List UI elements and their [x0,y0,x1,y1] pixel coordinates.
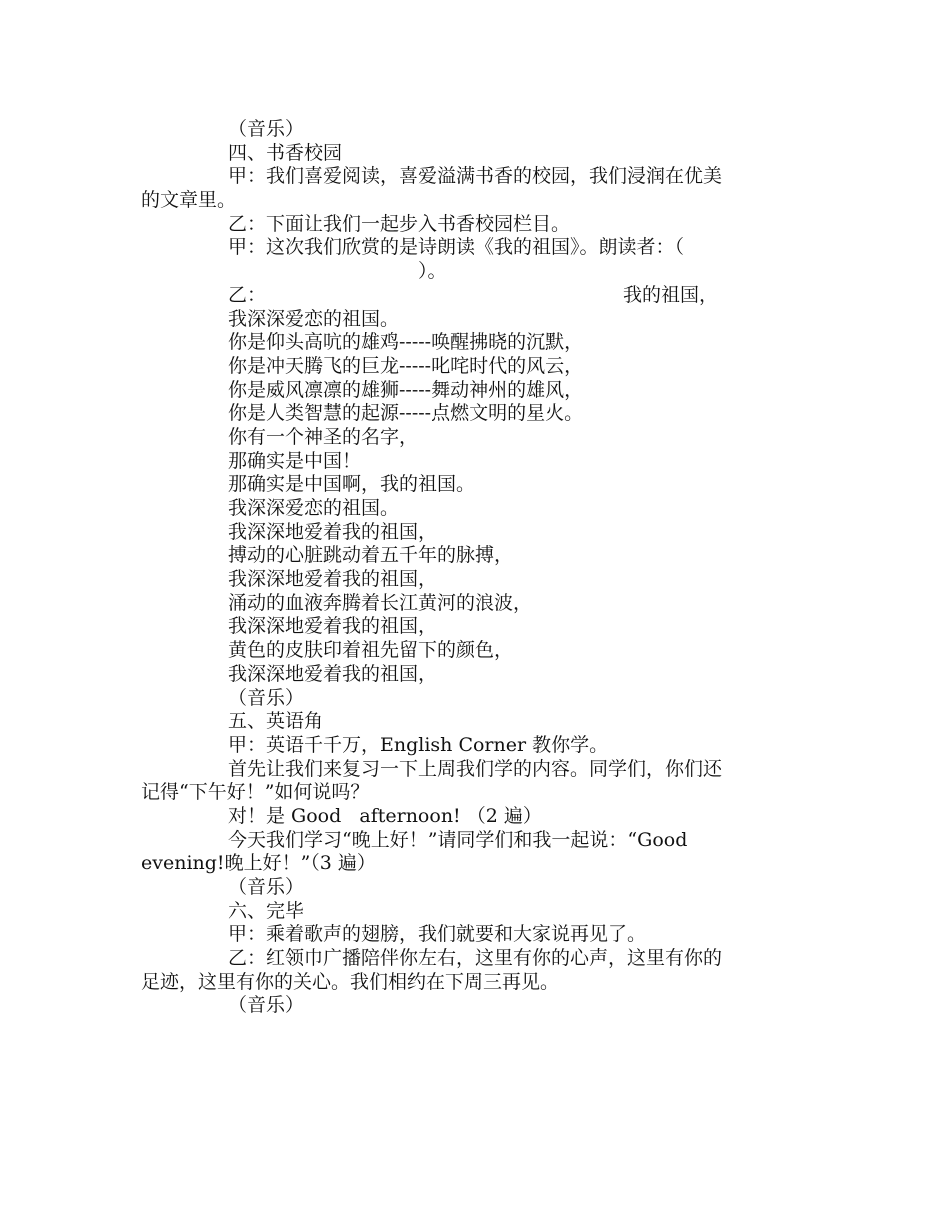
poem-line: 我深深地爱着我的祖国， [228,662,438,685]
poem-line: 那确实是中国啊，我的祖国。 [228,473,476,496]
music-cue: （音乐） [228,876,305,898]
paragraph-line: 对！是 Good afternoon! （2 遍） [228,804,542,827]
paragraph-line: 乙：红领巾广播陪伴你左右，这里有你的心声，这里有你的 [228,947,723,970]
paragraph-line: 乙：下面让我们一起步入书香校园栏目。 [228,212,571,235]
broadcast-script [141,118,813,1018]
paragraph-line: 足迹，这里有你的关心。我们相约在下周三再见。 [141,970,560,993]
poem-line: 你是冲天腾飞的巨龙-----叱咤时代的风云， [228,354,584,377]
music-cue: （音乐） [228,994,305,1017]
section-heading: 五、英语角 [228,710,324,733]
paragraph-line: 今天我们学习“晚上好！”请同学们和我一起说：“Good [228,828,688,851]
poem-line: 搏动的心脏跳动着五千年的脉搏， [228,544,514,567]
paragraph-line: 甲：这次我们欣赏的是诗朗读《我的祖国》。朗读者：（ [228,236,685,259]
paragraph-line: evening!晚上好！”（3 遍） [141,852,376,875]
poem-title-line [141,284,813,308]
paragraph-line: 甲：我们喜爱阅读，喜爱溢满书香的校园，我们浸润在优美 [228,165,723,188]
poem-line: 我深深地爱着我的祖国， [228,520,438,543]
paragraph-line: ）。 [418,260,447,283]
poem-line: 我深深地爱着我的祖国， [228,615,438,638]
poem-line: 你是仰头高吭的雄鸡-----唤醒拂晓的沉默， [228,331,584,354]
poem-line: 我深深爱恋的祖国。 [228,497,400,519]
speaker-label: 乙： [228,283,267,306]
paragraph-line: 记得“下午好！”如何说吗？ [141,781,370,804]
section-heading: 六、完毕 [228,899,305,922]
poem-title: 我的祖国， [623,283,719,306]
poem-line: 我深深爱恋的祖国。 [228,307,400,330]
music-cue: （音乐） [228,118,305,140]
poem-line: 你有一个神圣的名字， [228,425,419,448]
poem-line: 黄色的皮肤印着祖先留下的颜色， [228,639,514,662]
music-cue: （音乐） [228,686,305,709]
paragraph-line: 首先让我们来复习一下上周我们学的内容。同学们，你们还 [228,757,723,780]
poem-line: 涌动的血液奔腾着长江黄河的浪波， [228,591,533,614]
poem-line: 你是威风凛凛的雄狮-----舞动神州的雄风， [228,378,584,401]
poem-line: 你是人类智慧的起源-----点燃文明的星火。 [228,402,584,425]
poem-line: 我深深地爱着我的祖国， [228,568,438,591]
section-heading: 四、书香校园 [228,141,343,164]
paragraph-line: 甲：英语千千万，English Corner 教你学。 [228,733,609,756]
paragraph-line: 的文章里。 [141,189,237,212]
poem-line: 那确实是中国！ [228,449,362,472]
paragraph-line: 甲：乘着歌声的翅膀，我们就要和大家说再见了。 [228,923,647,946]
